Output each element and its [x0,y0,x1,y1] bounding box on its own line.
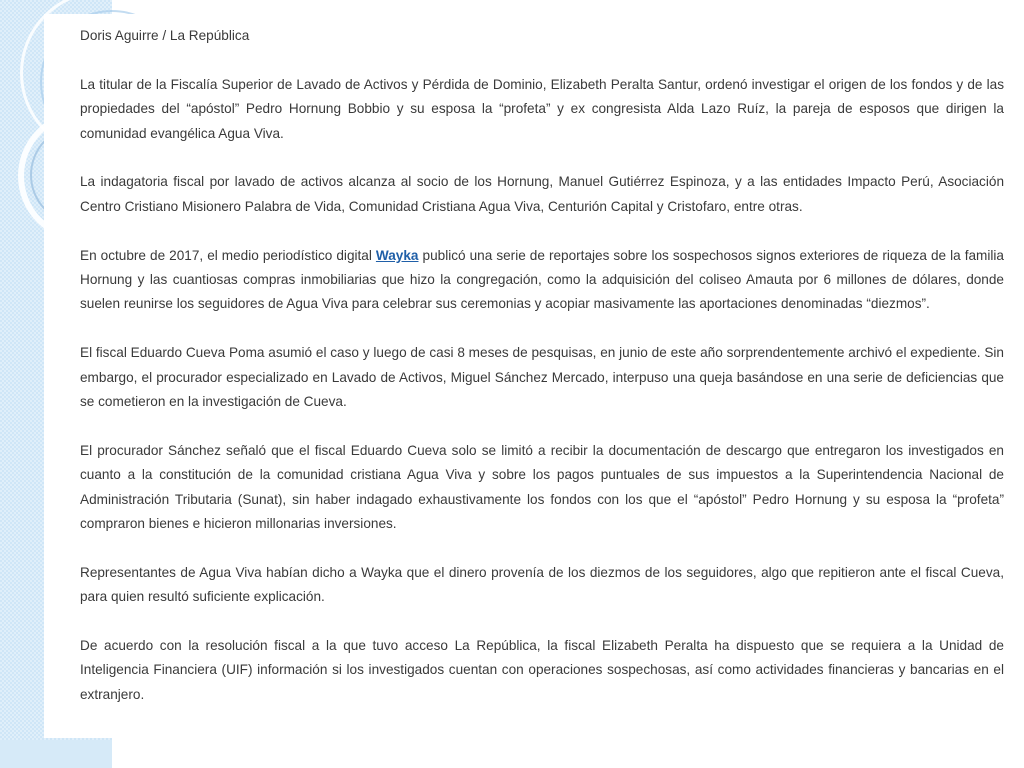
article-byline: Doris Aguirre / La República [80,28,250,43]
wayka-link[interactable]: Wayka [375,247,419,263]
bottom-pattern-strip [0,740,112,768]
paragraph-3-after: publicó una serie de reportajes sobre los sospechosos signos exteriores de riqueza de la familia Hornung y las cuantiosas compras inmobiliarias que hizo la congregación, como la adquisición del coliseo Amauta por 6 millones de dólares, donde suelen reunirse los seguidores de Agua Viva para celebrar sus ceremonias y acopiar masivamente las aportaciones denominadas “diezmos”. [80,247,1004,312]
paragraph-5: El procurador Sánchez señaló que el fiscal Eduardo Cueva solo se limitó a recibir la documentación de descargo que entregaron los investigados en cuanto a la constitución de la comunidad cristiana Agua Viva y sobre los pagos puntuales de sus impuestos a la Superintendencia Nacional de Administración Tributaria (Sunat), sin haber indagado exhaustivamente los fondos con los que el “apóstol” Pedro Hornung y su esposa la “profeta” compraron bienes e hicieron millonarias inversiones. [80,442,1004,532]
paragraph-6: Representantes de Agua Viva habían dicho a Wayka que el dinero provenía de los diezmos de los seguidores, algo que repitieron ante el fiscal Cueva, para quien resultó suficiente explicación. [80,564,1004,605]
document-panel [44,14,1009,738]
paragraph-2: La indagatoria fiscal por lavado de activos alcanza al socio de los Hornung, Manuel Gutiérrez Espinoza, y a las entidades Impacto Perú, Asociación Centro Cristiano Misionero Palabra de Vida, Comunidad Cristiana Agua Viva, Centurión Capital y Cristofaro, entre otras. [80,174,1004,214]
article-body [80,24,1004,732]
paragraph-3-before: En octubre de 2017, el medio periodístico digital [80,247,376,263]
paragraph-7: De acuerdo con la resolución fiscal a la que tuvo acceso La República, la fiscal Elizabeth Peralta ha dispuesto que se requiera a la Unidad de Inteligencia Financiera (UIF) información si los investigados cuentan con operaciones sospechosas, así como actividades financieras y bancarias en el extranjero. [80,638,1004,702]
paragraph-4: El fiscal Eduardo Cueva Poma asumió el caso y luego de casi 8 meses de pesquisas, en junio de este año sorprendentemente archivó el expediente. Sin embargo, el procurador especializado en Lavado de Activos, Miguel Sánchez Mercado, interpuso una queja basándose en una serie de deficiencias que se cometieron en la investigación de Cueva. [80,345,1004,410]
paragraph-1: La titular de la Fiscalía Superior de Lavado de Activos y Pérdida de Dominio, Elizabeth Peralta Santur, ordenó investigar el origen de los fondos y de las propiedades del “apóstol” Pedro Hornung Bobbio y su esposa la “profeta” y ex congresista Alda Lazo Ruíz, la pareja de esposos que dirigen la comunidad evangélica Agua Viva. [80,76,1004,141]
paragraph-3 [80,244,1004,317]
